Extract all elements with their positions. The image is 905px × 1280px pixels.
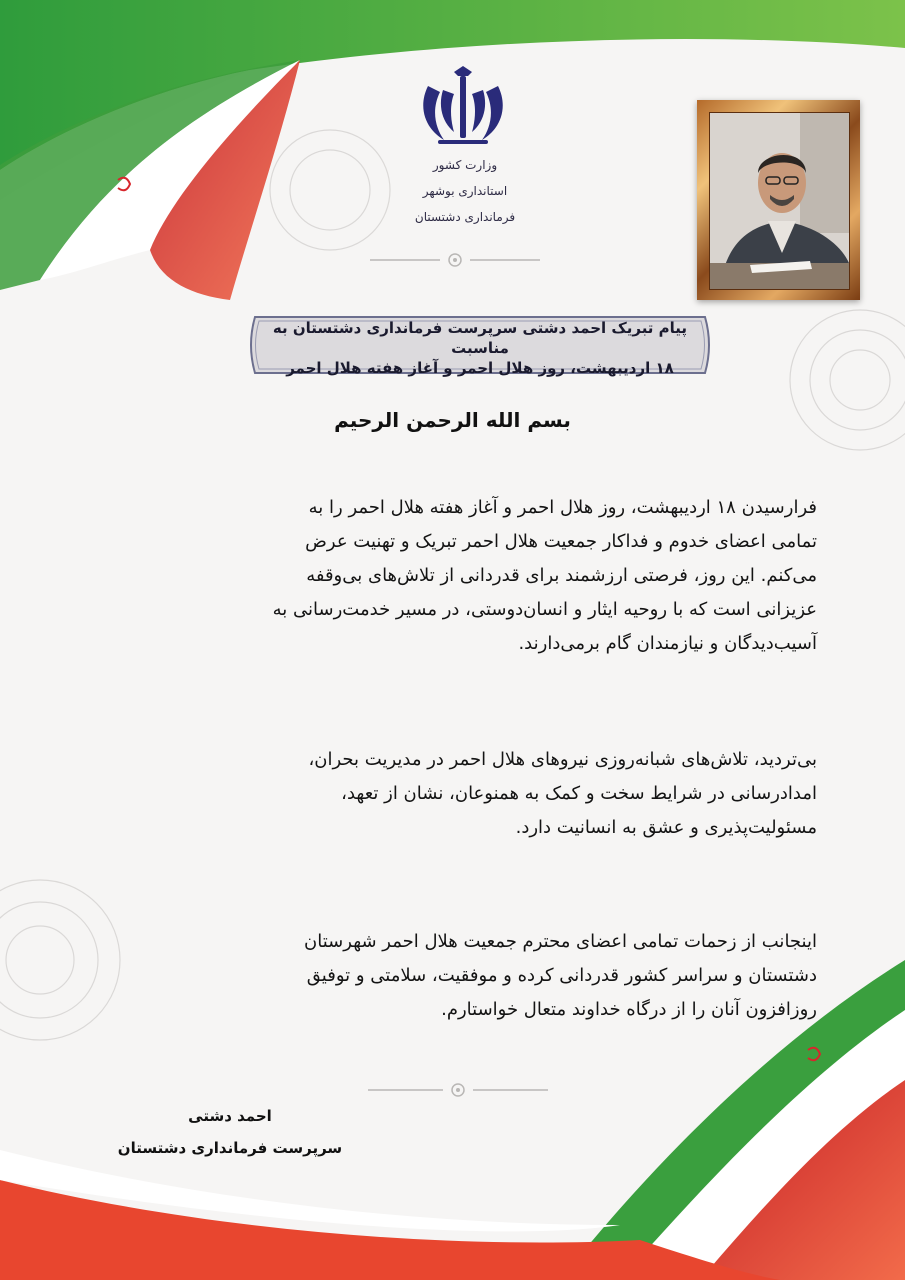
paragraph-3	[92, 925, 817, 1027]
paragraph-line: فرارسیدن ۱۸ اردیبهشت، روز هلال احمر و آغاز هفته هلال احمر را به	[308, 497, 817, 518]
paragraph-1	[92, 491, 817, 661]
paragraph-line: می‌کنم. این روز، فرصتی ارزشمند برای قدردانی از تلاش‌های بی‌وقفه	[306, 565, 817, 586]
title-text	[245, 318, 715, 378]
portrait-frame	[697, 100, 860, 300]
paragraph-line: عزیزانی است که با روحیه ایثار و انسان‌دوستی، در مسیر خدمت‌رسانی به	[272, 599, 817, 620]
org-county: فرمانداری دشتستان	[414, 210, 516, 224]
signature-divider-ornament	[368, 1080, 548, 1100]
signature-block	[100, 1100, 360, 1164]
paragraph-line: تمامی اعضای خدوم و فداکار جمعیت هلال احمر تبریک و تهنیت عرض	[305, 531, 817, 552]
paragraph-line: مسئولیت‌پذیری و عشق به انسانیت دارد.	[515, 817, 817, 838]
paragraph-line: امدادرسانی در شرایط سخت و کمک به همنوعان، نشان از تعهد،	[341, 783, 817, 804]
paragraph-2	[92, 743, 817, 845]
paragraph-line: آسیب‌دیدگان و نیازمندان گام برمی‌دارند.	[518, 633, 817, 654]
header-divider-ornament	[370, 250, 540, 270]
basmala: بسم الله الرحمن الرحیم	[334, 408, 571, 432]
iran-emblem-icon	[418, 66, 508, 148]
title-line-2: ۱۸ اردیبهشت، روز هلال احمر و آغاز هفته هلال احمر	[286, 359, 674, 377]
signature-position: سرپرست فرمانداری دشتستان	[117, 1139, 343, 1157]
paragraph-line: دشتستان و سراسر کشور قدردانی کرده و موفقیت، سلامتی و توفیق	[306, 965, 817, 986]
signature-name: احمد دشتی	[188, 1107, 272, 1125]
org-ministry: وزارت کشور	[432, 158, 498, 172]
paragraph-line: اینجانب از زحمات تمامی اعضای محترم جمعیت هلال احمر شهرستان	[304, 931, 817, 952]
title-line-1: پیام تبریک احمد دشتی سرپرست فرمانداری دشتستان به مناسبت	[272, 319, 688, 357]
paragraph-line: بی‌تردید، تلاش‌های شبانه‌روزی نیروهای هلال احمر در مدیریت بحران،	[308, 749, 817, 770]
org-province: استانداری بوشهر	[422, 184, 508, 198]
organization-block	[380, 152, 550, 230]
paragraph-line: روزافزون آنان را از درگاه خداوند متعال خواستارم.	[441, 999, 817, 1020]
portrait-photo	[709, 112, 850, 290]
